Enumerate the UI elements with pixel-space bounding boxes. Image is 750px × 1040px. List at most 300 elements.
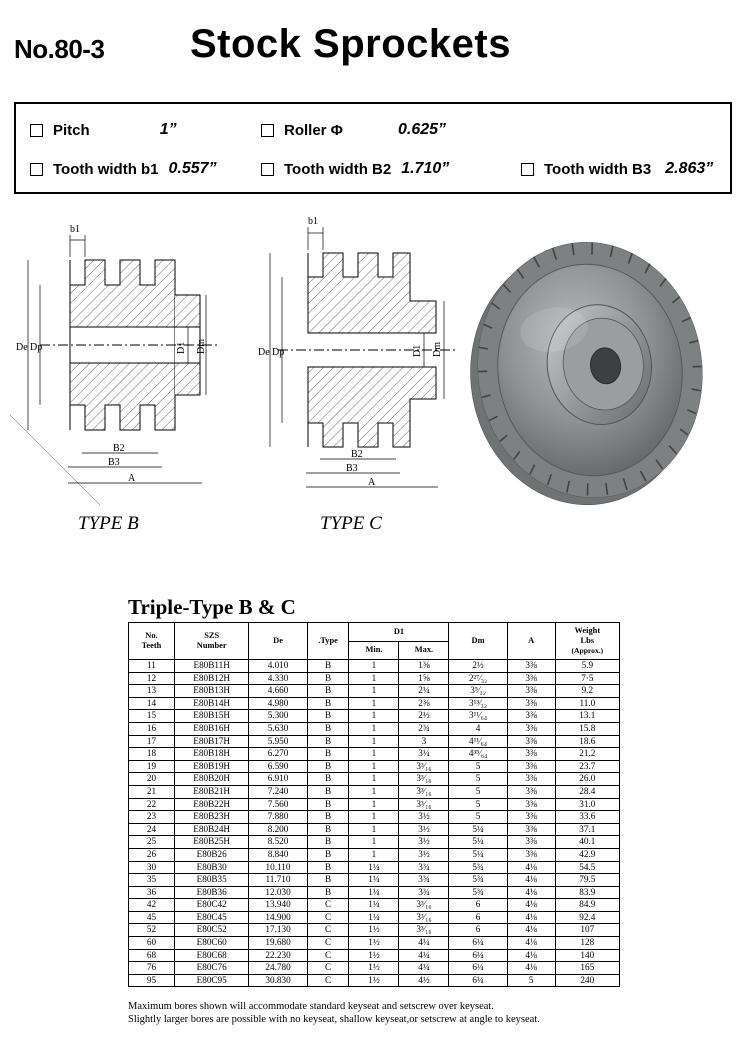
cell-de: 6.910 <box>249 773 307 786</box>
table-row <box>129 962 620 975</box>
cell-a: 3⅜ <box>507 760 555 773</box>
col-header-de: De <box>249 623 307 660</box>
cell-teeth: 22 <box>129 798 175 811</box>
spec-item-tooth-width-b1 <box>30 160 217 178</box>
cell-weight: 15.8 <box>555 722 619 735</box>
cell-dm: 6¼ <box>449 962 507 975</box>
note-line-2: Slightly larger bores are possible with no keyseat, shallow keyseat,or setscrew at angle to keyseat. <box>128 1014 540 1025</box>
cell-weight: 13.1 <box>555 710 619 723</box>
cell-d1-min: 1 <box>349 660 399 673</box>
cell-a: 4⅛ <box>507 924 555 937</box>
cell-d1-max: 4¼ <box>399 962 449 975</box>
page-header <box>0 22 750 80</box>
col-header-type: .Type <box>307 623 349 660</box>
cell-szs: E80B18H <box>174 748 249 761</box>
table-notes <box>128 1000 688 1026</box>
cell-teeth: 19 <box>129 760 175 773</box>
col-header-a: A <box>507 623 555 660</box>
table-row <box>129 924 620 937</box>
cell-dm: 5 <box>449 785 507 798</box>
table-row <box>129 949 620 962</box>
table-row <box>129 874 620 887</box>
spec-value-b3: 2.863” <box>665 160 714 177</box>
cell-szs: E80B35 <box>174 874 249 887</box>
cell-de: 22.230 <box>249 949 307 962</box>
cell-dm: 2½ <box>449 660 507 673</box>
cell-d1-max: 1⅝ <box>399 672 449 685</box>
cell-teeth: 16 <box>129 722 175 735</box>
cell-type: B <box>307 798 349 811</box>
cell-type: B <box>307 660 349 673</box>
cell-weight: 83.9 <box>555 886 619 899</box>
table-row <box>129 974 620 987</box>
cell-szs: E80C42 <box>174 899 249 912</box>
cell-type: C <box>307 924 349 937</box>
cell-de: 4.010 <box>249 660 307 673</box>
cell-szs: E80B26 <box>174 848 249 861</box>
cell-type: C <box>307 899 349 912</box>
col-header-szs-l2: Number <box>196 641 227 650</box>
cell-a: 5 <box>507 974 555 987</box>
cell-d1-min: 1 <box>349 710 399 723</box>
checkbox-icon[interactable] <box>521 163 534 176</box>
cell-weight: 165 <box>555 962 619 975</box>
table-row <box>129 685 620 698</box>
cell-de: 4.980 <box>249 697 307 710</box>
type-c-drawing <box>258 215 478 505</box>
cell-dm: 6 <box>449 899 507 912</box>
table-row <box>129 735 620 748</box>
cell-de: 19.680 <box>249 937 307 950</box>
hatch-upper <box>308 253 436 333</box>
cell-a: 3⅜ <box>507 735 555 748</box>
cell-d1-max: 4¼ <box>399 937 449 950</box>
cell-d1-max: 3³⁄₁₆ <box>399 760 449 773</box>
dim-label-de: De <box>16 342 28 353</box>
cell-dm: 6 <box>449 911 507 924</box>
cell-a: 3⅜ <box>507 785 555 798</box>
cell-d1-max: 1⅜ <box>399 660 449 673</box>
table-row <box>129 886 620 899</box>
spec-item-roller <box>261 121 446 139</box>
cell-de: 7.240 <box>249 785 307 798</box>
hatch-lower <box>70 363 200 430</box>
cell-d1-min: 1 <box>349 798 399 811</box>
cell-de: 17.130 <box>249 924 307 937</box>
cell-d1-max: 3 <box>399 735 449 748</box>
cell-de: 5.630 <box>249 722 307 735</box>
cell-teeth: 11 <box>129 660 175 673</box>
cell-de: 7.880 <box>249 811 307 824</box>
table-row <box>129 760 620 773</box>
cell-teeth: 15 <box>129 710 175 723</box>
cell-szs: E80B22H <box>174 798 249 811</box>
checkbox-icon[interactable] <box>261 124 274 137</box>
spec-value-b2: 1.710” <box>401 160 450 177</box>
cell-szs: E80B23H <box>174 811 249 824</box>
cell-d1-min: 1 <box>349 760 399 773</box>
cell-weight: 54.5 <box>555 861 619 874</box>
hatch-lower <box>308 367 436 447</box>
cell-dm: 5 <box>449 811 507 824</box>
cell-weight: 84.9 <box>555 899 619 912</box>
col-header-d1-max: Max. <box>399 641 449 660</box>
cell-szs: E80B25H <box>174 836 249 849</box>
dim-label-b2: B2 <box>113 443 125 454</box>
cell-d1-min: 1 <box>349 735 399 748</box>
cell-szs: E80C45 <box>174 911 249 924</box>
cell-dm: 3⁵⁄₃₂ <box>449 685 507 698</box>
checkbox-icon[interactable] <box>30 163 43 176</box>
table-title: Triple-Type B & C <box>128 595 296 619</box>
cell-a: 4⅛ <box>507 886 555 899</box>
table-row <box>129 848 620 861</box>
cell-szs: E80B15H <box>174 710 249 723</box>
cell-weight: 128 <box>555 937 619 950</box>
col-header-no-teeth-l2: Teeth <box>141 641 162 650</box>
cell-d1-min: 1 <box>349 773 399 786</box>
cell-de: 5.950 <box>249 735 307 748</box>
dim-label-b2: B2 <box>351 449 363 460</box>
col-header-no-teeth-l1: No. <box>145 631 158 640</box>
cell-d1-max: 3¾ <box>399 861 449 874</box>
cell-weight: 23.7 <box>555 760 619 773</box>
cell-d1-max: 3¾ <box>399 874 449 887</box>
cell-type: B <box>307 760 349 773</box>
cell-a: 3⅜ <box>507 697 555 710</box>
cell-szs: E80B14H <box>174 697 249 710</box>
cell-dm: 4¹¹⁄₆₄ <box>449 735 507 748</box>
cell-d1-min: 1¼ <box>349 874 399 887</box>
dim-label-b1: b1 <box>70 224 80 235</box>
col-header-weight-l1: Weight <box>574 626 601 635</box>
specification-box <box>14 102 732 194</box>
cell-a: 3⅜ <box>507 748 555 761</box>
spec-row-2 <box>16 149 730 189</box>
spec-label-roller: Roller Φ <box>284 121 343 139</box>
cell-d1-max: 3³⁄₁₆ <box>399 798 449 811</box>
spec-label-b2: Tooth width B2 <box>284 160 392 178</box>
note-line-1: Maximum bores shown will accommodate standard keyseat and setscrew over keyseat. <box>128 1001 494 1012</box>
cell-teeth: 42 <box>129 899 175 912</box>
cell-a: 3⅜ <box>507 798 555 811</box>
cell-szs: E80B17H <box>174 735 249 748</box>
cell-de: 4.330 <box>249 672 307 685</box>
cell-szs: E80C52 <box>174 924 249 937</box>
sprocket-photo <box>470 230 730 510</box>
cell-dm: 5¼ <box>449 836 507 849</box>
cell-dm: 5¾ <box>449 874 507 887</box>
type-c-caption: TYPE C <box>320 513 382 534</box>
cell-de: 11.710 <box>249 874 307 887</box>
cell-d1-max: 2¾ <box>399 722 449 735</box>
cell-de: 6.270 <box>249 748 307 761</box>
cell-a: 4⅛ <box>507 911 555 924</box>
cell-d1-min: 1 <box>349 848 399 861</box>
table-row <box>129 672 620 685</box>
table-row <box>129 798 620 811</box>
cell-weight: 107 <box>555 924 619 937</box>
col-header-weight-l3: (Approx.) <box>571 646 604 655</box>
type-b-drawing <box>10 215 260 505</box>
cell-dm: 5 <box>449 760 507 773</box>
cell-d1-min: 1¼ <box>349 886 399 899</box>
dim-label-de: De <box>258 347 270 358</box>
cell-weight: 5.9 <box>555 660 619 673</box>
cell-weight: 240 <box>555 974 619 987</box>
cell-type: B <box>307 672 349 685</box>
cell-de: 5.300 <box>249 710 307 723</box>
cell-teeth: 13 <box>129 685 175 698</box>
cell-type: B <box>307 697 349 710</box>
cell-dm: 2²⁷⁄₃₂ <box>449 672 507 685</box>
dim-label-dm: Dm <box>432 342 443 357</box>
cell-teeth: 26 <box>129 848 175 861</box>
dim-label-a: A <box>128 473 136 484</box>
cell-a: 3⅜ <box>507 836 555 849</box>
cell-de: 8.200 <box>249 823 307 836</box>
dim-label-dp: Dp <box>30 342 43 353</box>
cell-d1-max: 3½ <box>399 823 449 836</box>
cell-type: B <box>307 710 349 723</box>
cell-dm: 5¾ <box>449 886 507 899</box>
cell-weight: 140 <box>555 949 619 962</box>
cell-dm: 5¾ <box>449 861 507 874</box>
cell-weight: 37.1 <box>555 823 619 836</box>
cell-dm: 6¼ <box>449 937 507 950</box>
cell-szs: E80B11H <box>174 660 249 673</box>
cell-teeth: 52 <box>129 924 175 937</box>
spec-item-tooth-width-b3 <box>521 160 713 178</box>
table-row <box>129 748 620 761</box>
cell-d1-max: 3½ <box>399 848 449 861</box>
cell-type: C <box>307 937 349 950</box>
cell-weight: 31.0 <box>555 798 619 811</box>
cell-a: 3⅜ <box>507 848 555 861</box>
cell-dm: 4 <box>449 722 507 735</box>
cell-teeth: 20 <box>129 773 175 786</box>
table-header-row-1 <box>129 623 620 642</box>
cell-teeth: 24 <box>129 823 175 836</box>
cell-de: 24.780 <box>249 962 307 975</box>
cell-d1-max: 3½ <box>399 836 449 849</box>
cell-szs: E80B36 <box>174 886 249 899</box>
spec-value-roller: 0.625” <box>398 121 447 138</box>
cell-d1-min: 1 <box>349 722 399 735</box>
cell-de: 8.520 <box>249 836 307 849</box>
cell-a: 4⅛ <box>507 899 555 912</box>
cell-d1-max: 4½ <box>399 974 449 987</box>
cell-szs: E80B20H <box>174 773 249 786</box>
cell-a: 3⅜ <box>507 811 555 824</box>
cell-teeth: 25 <box>129 836 175 849</box>
cell-dm: 5¼ <box>449 823 507 836</box>
table-row <box>129 861 620 874</box>
cell-szs: E80C95 <box>174 974 249 987</box>
cell-d1-max: 3³⁄₁₆ <box>399 911 449 924</box>
cell-teeth: 21 <box>129 785 175 798</box>
col-header-d1: D1 <box>349 623 449 642</box>
checkbox-icon[interactable] <box>261 163 274 176</box>
cell-type: B <box>307 785 349 798</box>
cell-weight: 26.0 <box>555 773 619 786</box>
cell-a: 3⅜ <box>507 710 555 723</box>
cell-d1-max: 3³⁄₁₆ <box>399 785 449 798</box>
cell-d1-max: 2¼ <box>399 685 449 698</box>
col-header-szs <box>174 623 249 660</box>
cell-type: B <box>307 848 349 861</box>
table-row <box>129 773 620 786</box>
table-row <box>129 836 620 849</box>
product-code: No.80-3 <box>14 34 105 64</box>
cell-a: 4⅛ <box>507 937 555 950</box>
cell-d1-min: 1 <box>349 672 399 685</box>
dim-label-dp: Dp <box>272 347 285 358</box>
cell-szs: E80C76 <box>174 962 249 975</box>
cell-dm: 4³⁵⁄₆₄ <box>449 748 507 761</box>
table-row <box>129 823 620 836</box>
table-head <box>129 623 620 660</box>
cell-d1-min: 1½ <box>349 924 399 937</box>
col-header-szs-l1: SZS <box>204 631 220 640</box>
cell-type: C <box>307 911 349 924</box>
type-b-caption: TYPE B <box>78 513 139 534</box>
cell-teeth: 23 <box>129 811 175 824</box>
cell-de: 14.900 <box>249 911 307 924</box>
cell-type: B <box>307 836 349 849</box>
hatch-upper <box>70 260 200 327</box>
table-row <box>129 811 620 824</box>
cell-teeth: 45 <box>129 911 175 924</box>
cell-szs: E80C60 <box>174 937 249 950</box>
cell-weight: 42.9 <box>555 848 619 861</box>
cell-d1-min: 1¼ <box>349 861 399 874</box>
cell-d1-max: 2⅜ <box>399 697 449 710</box>
checkbox-icon[interactable] <box>30 124 43 137</box>
cell-weight: 21.2 <box>555 748 619 761</box>
cell-a: 4⅛ <box>507 874 555 887</box>
cell-szs: E80B12H <box>174 672 249 685</box>
cell-a: 3⅜ <box>507 685 555 698</box>
cell-d1-max: 4¼ <box>399 949 449 962</box>
cell-d1-min: 1 <box>349 785 399 798</box>
cell-weight: 40.1 <box>555 836 619 849</box>
cell-a: 3⅜ <box>507 823 555 836</box>
cell-d1-max: 2½ <box>399 710 449 723</box>
table-row <box>129 722 620 735</box>
col-header-weight <box>555 623 619 660</box>
cell-d1-min: 1 <box>349 836 399 849</box>
cell-a: 4⅛ <box>507 861 555 874</box>
cell-de: 4.660 <box>249 685 307 698</box>
cell-type: B <box>307 685 349 698</box>
spec-item-tooth-width-b2 <box>261 160 449 178</box>
cell-szs: E80B21H <box>174 785 249 798</box>
cell-weight: 18.6 <box>555 735 619 748</box>
cell-szs: E80C68 <box>174 949 249 962</box>
cell-dm: 6 <box>449 924 507 937</box>
cell-a: 4⅛ <box>507 949 555 962</box>
cell-dm: 5 <box>449 798 507 811</box>
table-body <box>129 660 620 987</box>
spec-value-b1: 0.557” <box>168 160 217 177</box>
cell-weight: 92.4 <box>555 911 619 924</box>
dim-label-a: A <box>368 477 376 488</box>
cell-type: B <box>307 811 349 824</box>
cell-dm: 5 <box>449 773 507 786</box>
dim-label-d1: D1 <box>176 341 187 354</box>
cell-szs: E80B16H <box>174 722 249 735</box>
spec-label-b1: Tooth width b1 <box>53 160 159 178</box>
spec-row-1 <box>16 110 730 150</box>
cell-a: 3⅜ <box>507 660 555 673</box>
cell-d1-max: 3³⁄₁₆ <box>399 899 449 912</box>
dim-label-d1: D1 <box>412 344 423 357</box>
cell-weight: 33.6 <box>555 811 619 824</box>
col-header-weight-l2: Lbs <box>580 636 595 645</box>
cell-weight: 79.5 <box>555 874 619 887</box>
cell-weight: 28.4 <box>555 785 619 798</box>
cell-d1-min: 1 <box>349 811 399 824</box>
cell-de: 7.560 <box>249 798 307 811</box>
dim-label-dm: Dm <box>196 339 207 354</box>
cell-szs: E80B19H <box>174 760 249 773</box>
specs-table-wrap <box>128 622 620 987</box>
drawings-area <box>0 215 750 555</box>
cell-type: C <box>307 962 349 975</box>
cell-de: 10.110 <box>249 861 307 874</box>
dim-label-b3: B3 <box>108 457 120 468</box>
cell-type: C <box>307 974 349 987</box>
table-row <box>129 697 620 710</box>
cell-type: B <box>307 861 349 874</box>
col-header-dm: Dm <box>449 623 507 660</box>
cell-szs: E80B24H <box>174 823 249 836</box>
table-row <box>129 937 620 950</box>
cell-de: 30.830 <box>249 974 307 987</box>
cell-d1-min: 1 <box>349 697 399 710</box>
spec-item-pitch <box>30 121 177 139</box>
spec-label-b3: Tooth width B3 <box>544 160 652 178</box>
cell-teeth: 36 <box>129 886 175 899</box>
specs-table <box>128 622 620 987</box>
cell-d1-max: 3³⁄₁₆ <box>399 773 449 786</box>
cell-teeth: 68 <box>129 949 175 962</box>
table-row <box>129 899 620 912</box>
cell-weight: 7·5 <box>555 672 619 685</box>
cell-teeth: 14 <box>129 697 175 710</box>
cell-de: 8.840 <box>249 848 307 861</box>
col-header-d1-min: Min. <box>349 641 399 660</box>
cell-a: 3⅜ <box>507 722 555 735</box>
cell-d1-max: 3¾ <box>399 886 449 899</box>
cell-de: 6.590 <box>249 760 307 773</box>
cell-weight: 11.0 <box>555 697 619 710</box>
cell-d1-min: 1¼ <box>349 899 399 912</box>
cell-dm: 6¼ <box>449 974 507 987</box>
cell-d1-min: 1½ <box>349 937 399 950</box>
table-row <box>129 911 620 924</box>
spec-label-pitch: Pitch <box>53 121 90 139</box>
cell-dm: 3¹¹⁄₆₄ <box>449 710 507 723</box>
cell-d1-min: 1¼ <box>349 911 399 924</box>
cell-type: B <box>307 886 349 899</box>
cell-teeth: 18 <box>129 748 175 761</box>
cell-d1-max: 3¼ <box>399 748 449 761</box>
cell-a: 3⅜ <box>507 773 555 786</box>
cell-type: B <box>307 735 349 748</box>
cell-teeth: 60 <box>129 937 175 950</box>
